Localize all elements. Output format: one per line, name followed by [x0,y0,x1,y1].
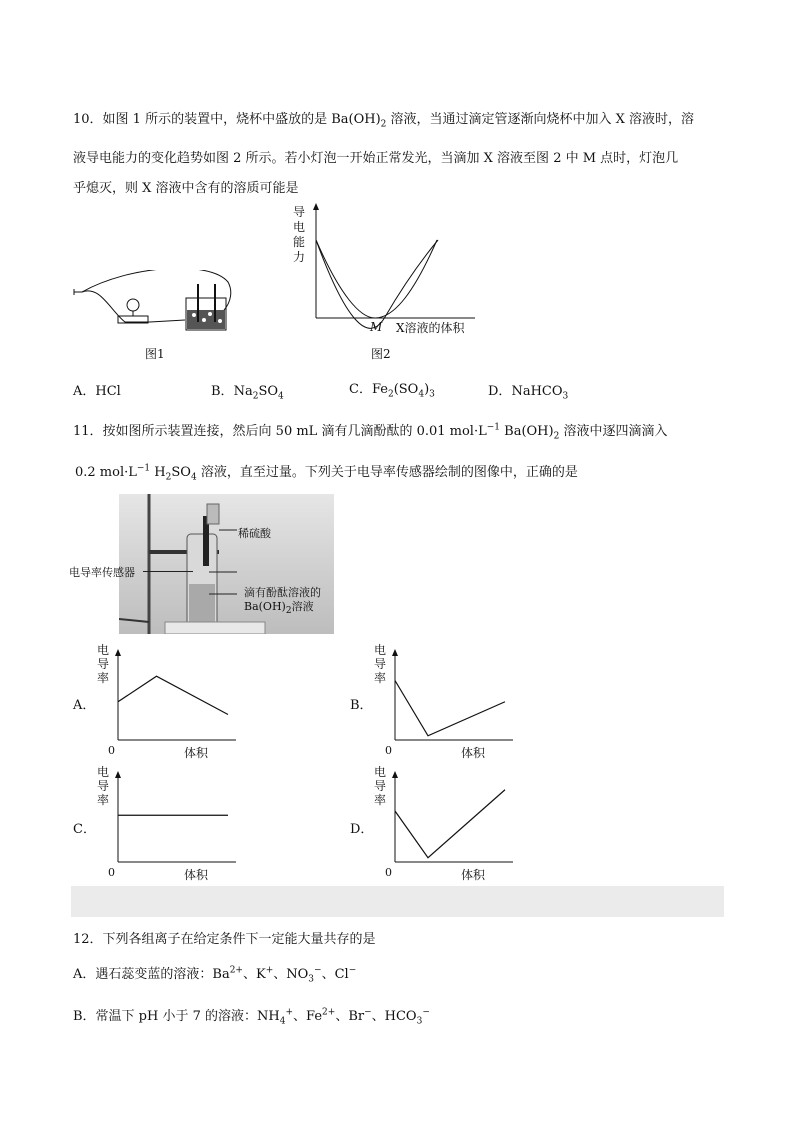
q12-line-1: 12．下列各组离子在给定条件下一定能大量共存的是 [73,932,376,947]
graph-xlabel: 体积 [461,746,486,760]
conductivity-line [395,681,505,736]
graph-origin: 0 [385,866,392,879]
q12-option-b: B．常温下 pH 小于 7 的溶液：$NH_4^+$、$Fe^{2+}$、Br−、$HCO_3^-$ [73,1007,430,1027]
photo-label-acid: 稀硫酸 [238,527,271,540]
conductivity-line [395,790,505,858]
q10-line-3: 乎熄灭，则 X 溶液中含有的溶质可能是 [73,181,299,196]
graph-xlabel: 体积 [184,746,209,760]
fig2-curve [316,240,437,318]
photo-sensor-leader [143,571,193,572]
fig1-caption: 图1 [145,347,165,361]
graph-ylabel: 电 导 率 [97,765,110,807]
y-axis-arrow [392,771,398,778]
graph-C [94,770,244,882]
q10-line-1: 10．如图 1 所示的装置中，烧杯中盛放的是 $Ba(OH)_2$ 溶液，当通过滴定管逐渐向烧杯中加入 X 溶液时，溶 [73,112,695,130]
q11-option-a-letter: A． [73,698,96,713]
separator-band [71,886,724,917]
graph-B [371,648,521,760]
q10-option-c: C．$Fe_2(SO_4)_3$ [349,382,435,400]
q11-line-1: 11．按如图所示装置连接，然后向 50 mL 滴有几滴酚酞的 0.01 $mol\cdot L^{-1}$ $Ba(OH)_2$ 溶液中逐四滴滴入 [73,422,668,442]
photo-label-solution-1: 滴有酚酞溶液的 [244,586,321,599]
graph-ylabel: 电 导 率 [97,643,110,685]
y-axis-arrow [115,771,121,778]
q11-option-d-letter: D． [350,822,374,837]
fig2-xlabel: X溶液的体积 [396,321,465,335]
q11-option-c-letter: C． [73,822,96,837]
graph-A [94,648,244,760]
q10-option-a: A．HCl [73,384,121,399]
q10-option-d: D．NaHCO$_3$ [488,384,569,402]
fig2-caption: 图2 [371,347,391,361]
q11-option-b-letter: B． [350,698,373,713]
q11-line-2: 0.2 $mol\cdot L^{-1}$ $H_2SO_4$ 溶液，直至过量。下列关于电导率传感器绘制的图像中，正确的是 [75,463,578,483]
fig2-ylabel: 导 电 能 力 [293,205,306,264]
graph-origin: 0 [108,866,115,879]
q10-option-b: B．$Na_2SO_4$ [211,384,284,402]
fig2-point-m: M [370,320,383,334]
q12-option-a: A．遇石蕊变蓝的溶液：$Ba^{2+}$、K+、$NO_3^-$、Cl− [73,965,357,985]
graph-ylabel: 电 导 率 [374,765,387,807]
graph-D [371,770,521,882]
q10-line-2: 液导电能力的变化趋势如图 2 所示。若小灯泡一开始正常发光，当滴加 X 溶液至图 2 中 M 点时，灯泡几 [73,151,679,166]
graph-xlabel: 体积 [184,868,209,882]
y-axis-arrow [115,649,121,656]
graph-origin: 0 [108,744,115,757]
graph-xlabel: 体积 [461,868,486,882]
graph-ylabel: 电 导 率 [374,643,387,685]
y-axis-arrow [392,649,398,656]
fig1-apparatus [70,270,240,340]
photo-label-solution-2: $Ba(OH)_2$溶液 [244,600,314,617]
photo-label-sensor: 电导率传感器 [69,566,135,579]
conductivity-line [118,676,228,714]
graph-origin: 0 [385,744,392,757]
